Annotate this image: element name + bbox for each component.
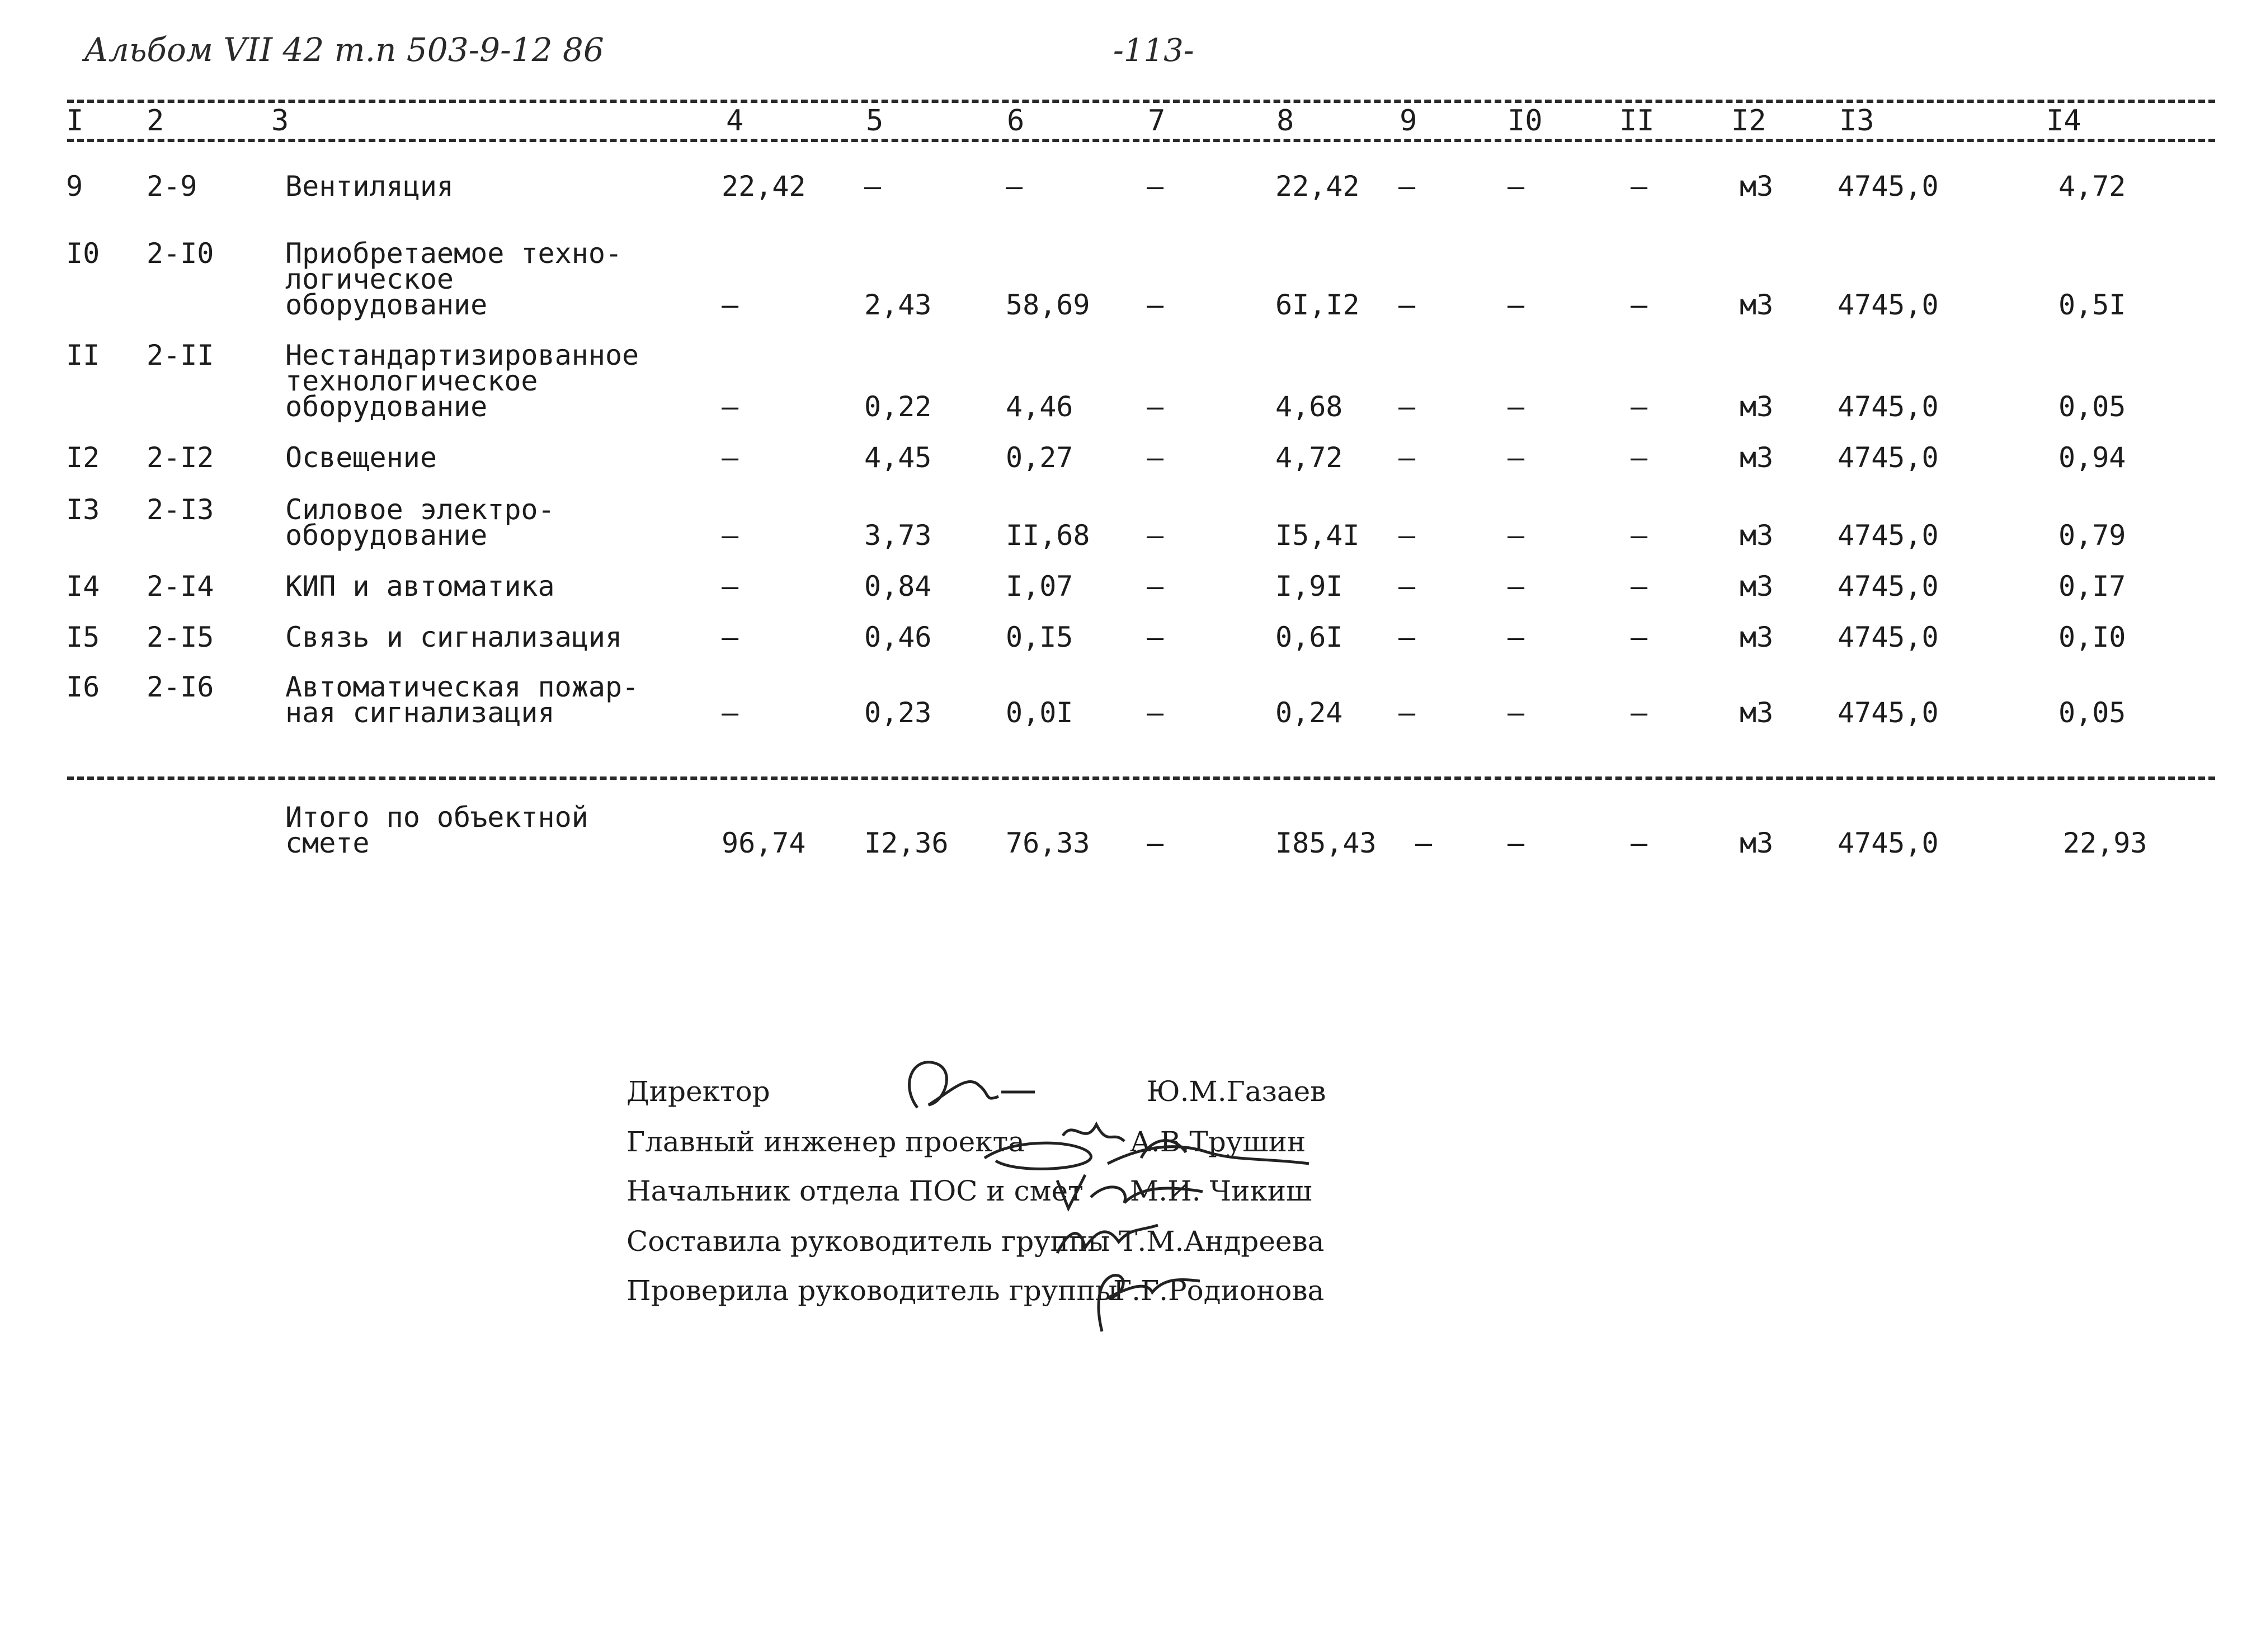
cell-quantity: 4745,0 (1838, 519, 1939, 552)
total-col4: 96,74 (722, 827, 806, 859)
cell-col4: – (722, 289, 739, 321)
cell-col4: – (722, 441, 739, 474)
cell-col14: 0,I7 (2058, 570, 2126, 603)
col-header-1: I (66, 104, 84, 138)
cell-quantity: 4745,0 (1838, 696, 1939, 729)
cell-col10: – (1508, 390, 1525, 423)
cell-col11: – (1631, 696, 1648, 729)
cell-col10: – (1508, 621, 1525, 653)
cell-col11: – (1631, 570, 1648, 603)
cell-quantity: 4745,0 (1838, 621, 1939, 653)
total-label: Итого по объектной смете (285, 801, 588, 859)
cell-col11: – (1631, 441, 1648, 474)
cell-name: Силовое электро- оборудование (285, 493, 555, 552)
cell-col5: 2,43 (864, 289, 932, 321)
cell-col5: 0,84 (864, 570, 932, 603)
cell-code: 2-II (147, 339, 214, 371)
cell-col8: 0,6I (1275, 621, 1343, 653)
total-col10: – (1508, 827, 1525, 859)
cell-col8: 4,68 (1275, 390, 1343, 423)
cell-col14: 0,79 (2058, 519, 2126, 552)
signature-name: М.И. Чикиш (1130, 1175, 1312, 1207)
signature-role: Главный инженер проекта (626, 1126, 1025, 1158)
cell-col7: – (1147, 696, 1164, 729)
cell-col11: – (1631, 170, 1648, 203)
cell-col6: 0,27 (1006, 441, 1073, 474)
signature-role: Директор (626, 1075, 770, 1108)
cell-col10: – (1508, 170, 1525, 203)
cell-number: 9 (66, 170, 83, 203)
total-quantity: 4745,0 (1838, 827, 1939, 859)
total-col7: – (1147, 827, 1164, 859)
col-header-3: 3 (271, 104, 289, 138)
col-header-7: 7 (1148, 104, 1166, 138)
cell-quantity: 4745,0 (1838, 390, 1939, 423)
cell-unit: м3 (1740, 696, 1774, 729)
cell-col5: – (864, 170, 882, 203)
cell-number: I6 (66, 671, 100, 703)
col-header-8: 8 (1276, 104, 1294, 138)
cell-unit: м3 (1740, 621, 1774, 653)
cell-col8: 6I,I2 (1275, 289, 1360, 321)
header-bottom-rule (67, 139, 2215, 142)
cell-col10: – (1508, 570, 1525, 603)
total-col11: – (1631, 827, 1648, 859)
cell-col6: 0,I5 (1006, 621, 1073, 653)
col-header-11: II (1619, 104, 1655, 138)
cell-col8: I,9I (1275, 570, 1343, 603)
cell-col5: 4,45 (864, 441, 932, 474)
cell-number: II (66, 339, 100, 371)
total-col6: 76,33 (1006, 827, 1090, 859)
cell-unit: м3 (1740, 519, 1774, 552)
cell-number: I2 (66, 441, 100, 474)
cell-number: I5 (66, 621, 100, 653)
cell-quantity: 4745,0 (1838, 289, 1939, 321)
cell-col6: – (1006, 170, 1023, 203)
col-header-14: I4 (2046, 104, 2081, 138)
cell-col6: II,68 (1006, 519, 1090, 552)
col-header-2: 2 (147, 104, 164, 138)
cell-col8: 0,24 (1275, 696, 1343, 729)
cell-col4: – (722, 621, 739, 653)
total-col8: I85,43 (1275, 827, 1377, 859)
cell-col14: 0,I0 (2058, 621, 2126, 653)
cell-col11: – (1631, 519, 1648, 552)
cell-name: Автоматическая пожар- ная сигнализация (285, 671, 639, 729)
cell-col9: – (1398, 390, 1416, 423)
cell-col4: 22,42 (722, 170, 806, 203)
cell-number: I4 (66, 570, 100, 603)
cell-col8: I5,4I (1275, 519, 1360, 552)
cell-col8: 4,72 (1275, 441, 1343, 474)
cell-name: Приобретаемое техно- логическое оборудование (285, 237, 623, 321)
total-col9: – (1415, 827, 1433, 859)
group-leader-signature-image (1052, 1208, 1163, 1264)
cell-name: Вентиляция (285, 170, 454, 203)
signature-name: А.В.Трушин (1130, 1126, 1306, 1158)
cell-col4: – (722, 570, 739, 603)
cell-col4: – (722, 390, 739, 423)
total-col14: 22,93 (2063, 827, 2147, 859)
cell-col14: 0,05 (2058, 696, 2126, 729)
cell-unit: м3 (1740, 289, 1774, 321)
cell-quantity: 4745,0 (1838, 170, 1939, 203)
signature-name: Ю.М.Газаев (1147, 1075, 1326, 1108)
signature-role: Начальник отдела ПОС и смет (626, 1175, 1084, 1207)
cell-quantity: 4745,0 (1838, 441, 1939, 474)
cell-col4: – (722, 696, 739, 729)
cell-col9: – (1398, 621, 1416, 653)
cell-col9: – (1398, 570, 1416, 603)
cell-code: 2-I5 (147, 621, 214, 653)
cell-col7: – (1147, 621, 1164, 653)
cell-col7: – (1147, 441, 1164, 474)
cell-code: 2-I4 (147, 570, 214, 603)
cell-quantity: 4745,0 (1838, 570, 1939, 603)
cell-name: Нестандартизированное технологическое оборудование (285, 339, 639, 423)
cell-unit: м3 (1740, 170, 1774, 203)
cell-code: 2-I0 (147, 237, 214, 270)
cell-name: Связь и сигнализация (285, 621, 623, 653)
total-unit: м3 (1740, 827, 1774, 859)
cell-col7: – (1147, 170, 1164, 203)
cell-col14: 0,5I (2058, 289, 2126, 321)
cell-col6: 58,69 (1006, 289, 1090, 321)
album-note: Альбом VII 42 т.п 503-9-12 86 (84, 31, 604, 69)
signature-name: Т.М.Андреева (1119, 1225, 1325, 1258)
cell-col6: I,07 (1006, 570, 1073, 603)
cell-col14: 0,94 (2058, 441, 2126, 474)
cell-col10: – (1508, 519, 1525, 552)
cell-col9: – (1398, 696, 1416, 729)
col-header-9: 9 (1400, 104, 1417, 138)
col-header-4: 4 (726, 104, 744, 138)
cell-col5: 0,46 (864, 621, 932, 653)
cell-col9: – (1398, 170, 1416, 203)
cell-col9: – (1398, 289, 1416, 321)
cell-col10: – (1508, 441, 1525, 474)
cell-col7: – (1147, 289, 1164, 321)
cell-col11: – (1631, 289, 1648, 321)
cell-code: 2-I2 (147, 441, 214, 474)
cell-col10: – (1508, 696, 1525, 729)
cell-code: 2-I6 (147, 671, 214, 703)
cell-col6: 4,46 (1006, 390, 1073, 423)
cell-col5: 3,73 (864, 519, 932, 552)
cell-unit: м3 (1740, 390, 1774, 423)
cell-col5: 0,23 (864, 696, 932, 729)
cell-name: КИП и автоматика (285, 570, 555, 603)
cell-col9: – (1398, 519, 1416, 552)
cell-col7: – (1147, 390, 1164, 423)
signature-name: Г.Г.Родионова (1113, 1274, 1325, 1307)
cell-col9: – (1398, 441, 1416, 474)
col-header-6: 6 (1007, 104, 1025, 138)
col-header-5: 5 (866, 104, 884, 138)
col-header-12: I2 (1731, 104, 1766, 138)
cell-number: I0 (66, 237, 100, 270)
cell-col11: – (1631, 621, 1648, 653)
cell-name: Освещение (285, 441, 437, 474)
cell-unit: м3 (1740, 441, 1774, 474)
col-header-10: I0 (1508, 104, 1543, 138)
signature-role: Проверила руководитель группы (626, 1274, 1118, 1307)
header-top-rule (67, 100, 2215, 103)
signature-role: Составила руководитель группы (626, 1225, 1110, 1258)
cell-col5: 0,22 (864, 390, 932, 423)
col-header-13: I3 (1839, 104, 1874, 138)
cell-col11: – (1631, 390, 1648, 423)
cell-col7: – (1147, 570, 1164, 603)
cell-code: 2-I3 (147, 493, 214, 526)
page-number: -113- (1113, 32, 1194, 69)
cell-col14: 4,72 (2058, 170, 2126, 203)
checker-signature-image (1091, 1259, 1203, 1337)
total-rule (67, 776, 2215, 780)
cell-col7: – (1147, 519, 1164, 552)
cell-col6: 0,0I (1006, 696, 1073, 729)
cell-col10: – (1508, 289, 1525, 321)
cell-col8: 22,42 (1275, 170, 1360, 203)
cell-col14: 0,05 (2058, 390, 2126, 423)
cell-number: I3 (66, 493, 100, 526)
cell-code: 2-9 (147, 170, 197, 203)
total-col5: I2,36 (864, 827, 949, 859)
cell-unit: м3 (1740, 570, 1774, 603)
cell-col4: – (722, 519, 739, 552)
